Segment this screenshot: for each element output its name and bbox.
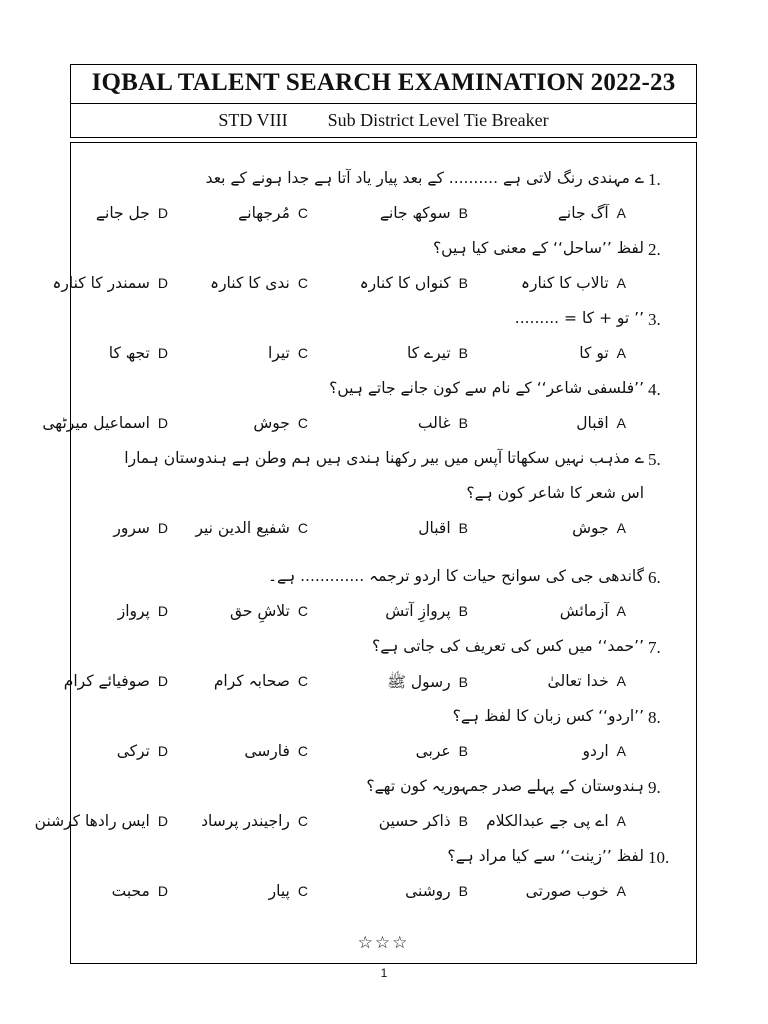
option-text: مُرجھانے xyxy=(238,204,290,222)
options-row xyxy=(42,410,678,440)
question-text: ’’فلسفی شاعر‘‘ کے نام سے کون جانے جاتے ہیں؟ xyxy=(329,379,644,397)
question-number: 6. xyxy=(648,568,661,587)
option-letter: D xyxy=(157,275,168,291)
option-a xyxy=(521,274,626,292)
option-text: آزمائش xyxy=(559,602,609,620)
option-text: جل جانے xyxy=(95,204,150,222)
option-letter: C xyxy=(297,743,308,759)
question-1 xyxy=(91,165,678,195)
option-letter: B xyxy=(458,345,468,361)
option-text: راجیندر پرساد xyxy=(201,812,290,830)
options-row xyxy=(91,738,678,768)
option-c xyxy=(195,519,308,537)
option-text: سوکھ جانے xyxy=(379,204,451,222)
option-text: جوش xyxy=(253,414,290,432)
option-text: اے پی جے عبدالکلام xyxy=(486,812,609,830)
option-letter: C xyxy=(297,205,308,221)
question-number: 2. xyxy=(648,240,661,259)
option-letter: C xyxy=(297,345,308,361)
option-a xyxy=(576,414,626,432)
option-text: اسماعیل میرٹھی xyxy=(42,414,150,432)
option-text: تیرا xyxy=(268,344,290,362)
option-letter: B xyxy=(458,813,468,829)
option-c xyxy=(269,882,308,900)
option-c xyxy=(210,274,308,292)
question-2 xyxy=(91,235,678,265)
option-letter: A xyxy=(616,275,626,291)
options-row xyxy=(91,340,678,370)
option-d xyxy=(112,882,168,900)
option-a xyxy=(548,672,626,690)
option-c xyxy=(268,344,308,362)
option-letter: D xyxy=(157,415,168,431)
option-b xyxy=(418,414,468,432)
option-b xyxy=(387,672,468,695)
option-text: محبت xyxy=(111,882,150,900)
option-letter: B xyxy=(458,883,468,899)
option-b xyxy=(385,602,468,620)
option-text: پیار xyxy=(268,882,290,900)
option-letter: A xyxy=(616,673,626,689)
question-number: 4. xyxy=(648,380,661,399)
option-c xyxy=(253,414,308,432)
option-a xyxy=(486,812,626,830)
question-number: 8. xyxy=(648,708,661,727)
header-divider xyxy=(71,103,696,104)
options-row xyxy=(63,668,678,698)
option-letter: C xyxy=(297,520,308,536)
option-text: ایس رادھا کرشنن xyxy=(34,812,150,830)
option-a xyxy=(558,204,626,222)
options-row xyxy=(91,598,678,628)
option-text: روشنی xyxy=(405,882,451,900)
question-6 xyxy=(91,563,678,593)
option-b xyxy=(405,882,468,900)
option-text: غالب xyxy=(417,414,451,432)
option-text: صوفیائے کرام xyxy=(63,672,150,690)
option-text: تالاب کا کنارہ xyxy=(520,274,609,292)
option-text: تو کا xyxy=(579,344,609,362)
option-letter: C xyxy=(297,883,308,899)
option-letter: D xyxy=(157,205,168,221)
option-text: جوش xyxy=(572,519,609,537)
header-box xyxy=(70,64,697,138)
option-d xyxy=(96,204,168,222)
option-d xyxy=(113,519,168,537)
option-text: سمندر کا کنارہ xyxy=(52,274,150,292)
question-text: ہندوستان کے پہلے صدر جمہوریہ کون تھے؟ xyxy=(366,777,644,795)
option-letter: B xyxy=(458,674,468,690)
option-letter: B xyxy=(458,275,468,291)
options-row xyxy=(91,515,678,545)
option-letter: B xyxy=(458,603,468,619)
option-b xyxy=(407,344,468,362)
option-text: فارسی xyxy=(244,742,290,760)
header-subtitle xyxy=(71,110,696,131)
option-c xyxy=(238,204,308,222)
option-a xyxy=(560,602,626,620)
option-a xyxy=(579,344,626,362)
question-5 xyxy=(91,445,678,475)
question-text-continued: اس شعر کا شاعر کون ہے؟ xyxy=(466,484,644,502)
options-row xyxy=(52,270,678,300)
option-letter: D xyxy=(157,603,168,619)
option-letter: B xyxy=(458,520,468,536)
question-number: 1. xyxy=(648,170,661,189)
option-letter: C xyxy=(297,275,308,291)
question-number: 7. xyxy=(648,638,661,657)
option-b xyxy=(418,519,468,537)
option-letter: A xyxy=(616,520,626,536)
option-letter: A xyxy=(616,415,626,431)
option-a xyxy=(582,742,626,760)
level-label: Sub District Level Tie Breaker xyxy=(327,110,549,130)
options-row xyxy=(91,878,678,908)
question-7 xyxy=(91,633,678,663)
option-text: صحابہ کرام xyxy=(213,672,290,690)
option-d xyxy=(52,274,168,292)
std-label: STD VIII xyxy=(218,110,288,130)
option-letter: C xyxy=(297,415,308,431)
question-text: ے مہندی رنگ لاتی ہے .......... کے بعد پیار یاد آتا ہے جدا ہونے کے بعد xyxy=(205,169,644,187)
question-9 xyxy=(91,773,678,803)
option-letter: B xyxy=(458,205,468,221)
option-c xyxy=(230,602,308,620)
option-c xyxy=(244,742,308,760)
option-text: شفیع الدین نیر xyxy=(195,519,290,537)
option-text: ترکی xyxy=(116,742,150,760)
option-text: خوب صورتی xyxy=(525,882,609,900)
option-d xyxy=(118,602,168,620)
option-c xyxy=(201,812,308,830)
question-number: 3. xyxy=(648,310,661,329)
options-row xyxy=(34,808,678,838)
option-letter: A xyxy=(616,813,626,829)
question-text: لفظ ’’ساحل‘‘ کے معنی کیا ہیں؟ xyxy=(432,239,644,257)
option-letter: D xyxy=(157,520,168,536)
option-a xyxy=(526,882,626,900)
option-text: تیرے کا xyxy=(407,344,451,362)
option-text: اقبال xyxy=(576,414,609,432)
option-text: ذاکر حسین xyxy=(378,812,451,830)
option-c xyxy=(214,672,308,690)
option-text: اردو xyxy=(582,742,609,760)
option-letter: A xyxy=(616,743,626,759)
option-text: عربی xyxy=(415,742,451,760)
option-letter: B xyxy=(458,415,468,431)
option-letter: A xyxy=(616,883,626,899)
question-text: ے مذہب نہیں سکھاتا آپس میں بیر رکھنا ہندی ہیں ہم وطن ہے ہندوستان ہمارا xyxy=(124,449,644,467)
option-letter: C xyxy=(297,813,308,829)
question-5-line-2 xyxy=(91,480,678,510)
option-text: ندی کا کنارہ xyxy=(209,274,290,292)
question-text: گاندھی جی کی سوانح حیات کا اردو ترجمہ ............. ہے۔ xyxy=(267,567,644,585)
question-3 xyxy=(91,305,678,335)
stars-decoration: ☆☆☆ xyxy=(357,933,410,953)
option-b xyxy=(379,812,468,830)
option-letter: B xyxy=(458,743,468,759)
question-number: 10. xyxy=(648,848,670,867)
option-letter: A xyxy=(616,205,626,221)
question-text: ’’حمد‘‘ میں کس کی تعریف کی جاتی ہے؟ xyxy=(371,637,644,655)
option-letter: D xyxy=(157,813,168,829)
question-10 xyxy=(91,843,678,873)
option-text: اقبال xyxy=(418,519,451,537)
questions-box xyxy=(34,142,697,964)
option-letter: A xyxy=(616,603,626,619)
option-text: سرور xyxy=(113,519,150,537)
option-b xyxy=(380,204,468,222)
option-b xyxy=(360,274,468,292)
question-number: 9. xyxy=(648,778,661,797)
option-text: تجھ کا xyxy=(108,344,150,362)
option-letter: D xyxy=(157,345,168,361)
option-text: پرواز xyxy=(117,602,150,620)
option-d xyxy=(109,344,168,362)
option-text: کنواں کا کنارہ xyxy=(359,274,451,292)
question-8 xyxy=(91,703,678,733)
option-a xyxy=(572,519,626,537)
page-number: 1 xyxy=(380,966,388,980)
option-d xyxy=(35,812,168,830)
option-letter: D xyxy=(157,883,168,899)
option-text: آگ جانے xyxy=(557,204,609,222)
options-row xyxy=(91,200,678,230)
option-d xyxy=(42,414,168,432)
option-letter: C xyxy=(297,603,308,619)
option-text: تلاشِ حق xyxy=(229,602,290,620)
option-text: رسول ﷺ xyxy=(387,673,451,691)
option-letter: A xyxy=(616,345,626,361)
option-letter: D xyxy=(157,673,168,689)
option-letter: C xyxy=(297,673,308,689)
option-d xyxy=(64,672,168,690)
option-text: پروازِ آتش xyxy=(385,602,451,620)
option-letter: D xyxy=(157,743,168,759)
question-number: 5. xyxy=(648,450,661,469)
option-b xyxy=(416,742,468,760)
exam-title: IQBAL TALENT SEARCH EXAMINATION 2022-23 xyxy=(91,69,676,96)
question-4 xyxy=(91,375,678,405)
option-text: خدا تعالیٰ xyxy=(547,672,609,690)
question-text: لفظ ’’زینت‘‘ سے کیا مراد ہے؟ xyxy=(447,847,644,865)
question-text: ’’اردو‘‘ کس زبان کا لفظ ہے؟ xyxy=(452,707,644,725)
question-text: ’’ تو + کا = ......... xyxy=(514,309,644,327)
option-d xyxy=(117,742,168,760)
